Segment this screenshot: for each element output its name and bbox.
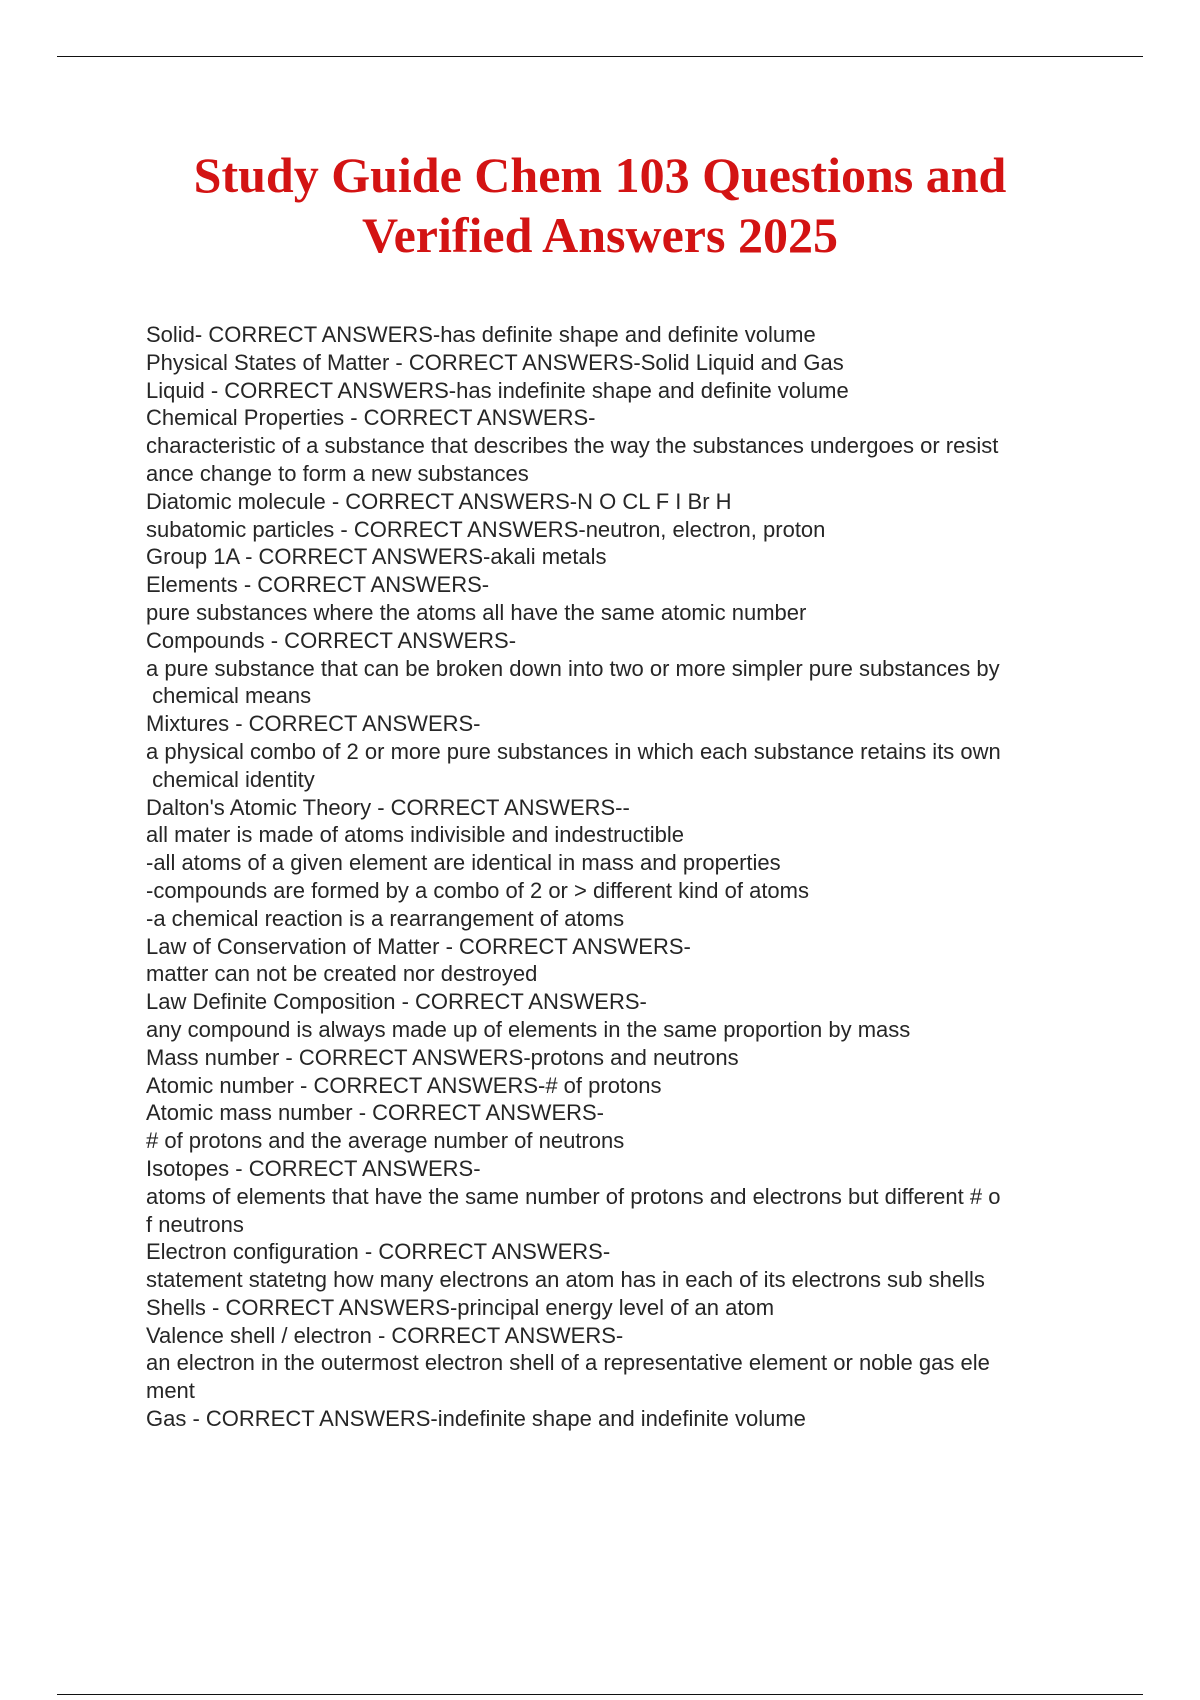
content-line: -a chemical reaction is a rearrangement of atoms xyxy=(146,905,625,931)
content-line: characteristic of a substance that describes the way the substances undergoes or resist xyxy=(146,433,999,459)
content-line: # of protons and the average number of neutrons xyxy=(146,1128,625,1154)
study-guide-content xyxy=(146,321,1146,1433)
content-line: atoms of elements that have the same number of protons and electrons but different # o xyxy=(146,1183,1001,1209)
document-title-line-1: Study Guide Chem 103 Questions and xyxy=(193,147,1007,203)
content-line: Atomic number - CORRECT ANSWERS-# of protons xyxy=(146,1072,662,1098)
content-line: Solid- CORRECT ANSWERS-has definite shape and definite volume xyxy=(146,322,816,347)
content-line: ance change to form a new substances xyxy=(146,460,529,486)
content-line: Diatomic molecule - CORRECT ANSWERS-N O CL F I Br H xyxy=(146,488,732,514)
content-line: Atomic mass number - CORRECT ANSWERS- xyxy=(146,1100,605,1126)
content-line: Shells - CORRECT ANSWERS-principal energy level of an atom xyxy=(146,1294,775,1320)
top-rule xyxy=(57,56,1143,57)
content-line: Elements - CORRECT ANSWERS- xyxy=(146,572,490,598)
content-line: an electron in the outermost electron shell of a representative element or noble gas ele xyxy=(146,1350,990,1376)
content-line: subatomic particles - CORRECT ANSWERS-neutron, electron, proton xyxy=(146,516,826,542)
content-line: Dalton's Atomic Theory - CORRECT ANSWERS-- xyxy=(146,794,630,820)
content-line: Group 1A - CORRECT ANSWERS-akali metals xyxy=(146,544,607,570)
content-line: matter can not be created nor destroyed xyxy=(146,961,538,987)
content-line: Mass number - CORRECT ANSWERS-protons and neutrons xyxy=(146,1044,739,1070)
content-line: a physical combo of 2 or more pure substances in which each substance retains its own xyxy=(146,738,1001,764)
content-line: all mater is made of atoms indivisible and indestructible xyxy=(146,822,685,848)
content-line: Isotopes - CORRECT ANSWERS- xyxy=(146,1155,481,1181)
content-line: chemical identity xyxy=(146,766,315,792)
content-line: -all atoms of a given element are identical in mass and properties xyxy=(146,850,781,876)
document-title-line-2: Verified Answers 2025 xyxy=(362,207,838,263)
content-line: Law of Conservation of Matter - CORRECT ANSWERS- xyxy=(146,933,691,959)
content-line: ment xyxy=(146,1378,195,1404)
content-line: Physical States of Matter - CORRECT ANSWERS-Solid Liquid and Gas xyxy=(146,349,844,375)
content-line: Mixtures - CORRECT ANSWERS- xyxy=(146,711,481,737)
content-line: chemical means xyxy=(146,683,312,709)
content-line: a pure substance that can be broken down into two or more simpler pure substances by xyxy=(146,655,1000,681)
content-line: Electron configuration - CORRECT ANSWERS- xyxy=(146,1239,611,1265)
content-line: pure substances where the atoms all have the same atomic number xyxy=(146,599,807,625)
content-line: Valence shell / electron - CORRECT ANSWERS- xyxy=(146,1322,624,1348)
content-line: Law Definite Composition - CORRECT ANSWERS- xyxy=(146,989,647,1015)
content-line: f neutrons xyxy=(146,1211,244,1237)
content-line: any compound is always made up of elements in the same proportion by mass xyxy=(146,1016,911,1042)
content-line: -compounds are formed by a combo of 2 or > different kind of atoms xyxy=(146,877,809,903)
content-line: Chemical Properties - CORRECT ANSWERS- xyxy=(146,405,596,431)
document-title xyxy=(0,145,1200,265)
content-line: statement statetng how many electrons an atom has in each of its electrons sub shells xyxy=(146,1267,985,1293)
content-line: Liquid - CORRECT ANSWERS-has indefinite shape and definite volume xyxy=(146,377,849,403)
bottom-rule xyxy=(57,1694,1143,1695)
content-line: Compounds - CORRECT ANSWERS- xyxy=(146,627,517,653)
content-line: Gas - CORRECT ANSWERS-indefinite shape and indefinite volume xyxy=(146,1406,806,1432)
